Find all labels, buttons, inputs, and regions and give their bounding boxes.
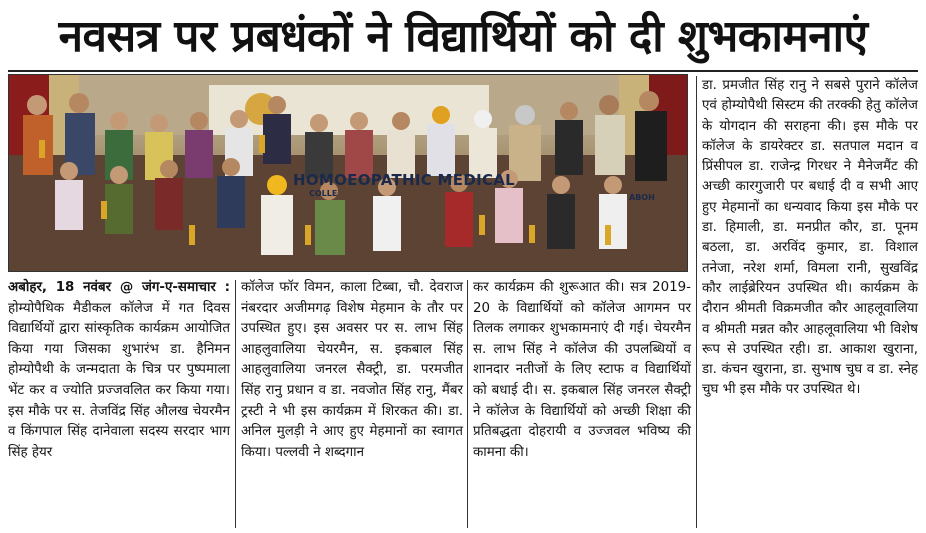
article-column-3: कर कार्यक्रम की शुरूआत की। सत्र 2019-20 के विद्यार्थियों को कॉलेज आगमन पर तिलक लगाकर शुभकामनाएं दी गई। चेयरमैन स. लाभ सिंह ने कॉलेज की उपलब्धियों व शानदार नतीजों के लिए स्टाफ व विद्यार्थियों को बधाई दी। स. इकबाल सिंह जनरल सैक्ट्री ने कॉलेज के विद्यार्थियों को अच्छी शिक्षा की प्रतिबद्धता दोहरायी व उज्जवल भविष्य की कामना की। <box>473 280 691 460</box>
column-divider <box>235 280 236 528</box>
group-photo <box>8 74 688 272</box>
article-column-4: डा. प्रमजीत सिंह रानु ने सबसे पुराने कॉलेज एवं होम्योपैथी सिस्टम की तरक्की हेतु कॉलेज के योगदान की सराहना की। इस मौके पर कॉलेज के डायरेक्टर डा. सतपाल मदान व प्रिंसीपल डा. राजेन्द्र गिरधर ने मैनेजमैंट की अच्छी कारगुजारी पर बधाई दी व सभी आए हुए मेहमानों का धन्यवाद किया इस मौके पर डा. हिमाली, डा. मनप्रीत कौर, डा. पूनम बठला, डा. अरविंद कुमार, डा. विशाल तनेजा, नरेश शर्मा, विमला रानी, सुखविंद्र कौर लाईब्रेरियन उपस्थित थी। कार्यक्रम के दौरान श्रीमती विक्रमजीत कौर आहलूवालिया व श्रीमती मन्नत कौर आहलूवालिया भी विशेष रूप से उपस्थित रही। डा. आकाश खुराना, डा. कंचन खुराना, डा. सुभाष चुघ व डा. स्नेह चुघ भी इस मौके पर उपस्थित थे। <box>702 78 918 398</box>
column-divider <box>696 76 697 528</box>
article-column-1 <box>8 278 230 463</box>
photo-banner-sub: ABOH <box>629 193 655 202</box>
article-column-2: कॉलेज फॉर विमन, काला टिब्बा, चौ. देवराज नंबरदार अजीमगढ़ विशेष मेहमान के तौर पर उपस्थित हुए। इस अवसर पर स. लाभ सिंह आहलुवालिया चेयरमैन, स. इकबाल सिंह आहलुवालिया जनरल सैक्ट्री, डा. परमजीत सिंह रानु प्रधान व डा. नवजोत सिंह रानु, मैंबर ट्रस्टी ने भी इस कार्यक्रम में शिरकत की। डा. अनिल मुलड़ी ने आए हुए मेहमानों का स्वागत किया। पल्लवी ने शब्दगान <box>241 280 463 460</box>
photo-banner-sub-left: COLLE <box>309 189 338 198</box>
column-divider <box>467 280 468 528</box>
dateline: अबोहर, 18 नवंबर @ जंग-ए-समाचार : <box>8 280 230 295</box>
headline: नवसत्र पर प्रबधंकों ने विद्यार्थियों को दी शुभकामनाएं <box>58 11 868 62</box>
headline-rule <box>8 70 918 72</box>
article-column-1-text: होम्योपैथिक मैडीकल कॉलेज में गत दिवस विद्यार्थियों द्वारा सांस्कृतिक कार्यक्रम आयोजित किया गया जिसका शुभारंभ डा. हैनिमन होम्योपैथी के जन्मदाता के चित्र पर पुष्पमाला भेंट कर व ज्योति प्रज्जवलित कर किया गया। इस मौके पर स. तेजविंद्र सिंह औलख चेयरमैन व किंगपाल सिंह दानेवाला सदस्य सरदार भाग सिंह हेयर <box>8 300 230 460</box>
photo-banner-text: HOMOEOPATHIC MEDICAL <box>293 171 516 189</box>
